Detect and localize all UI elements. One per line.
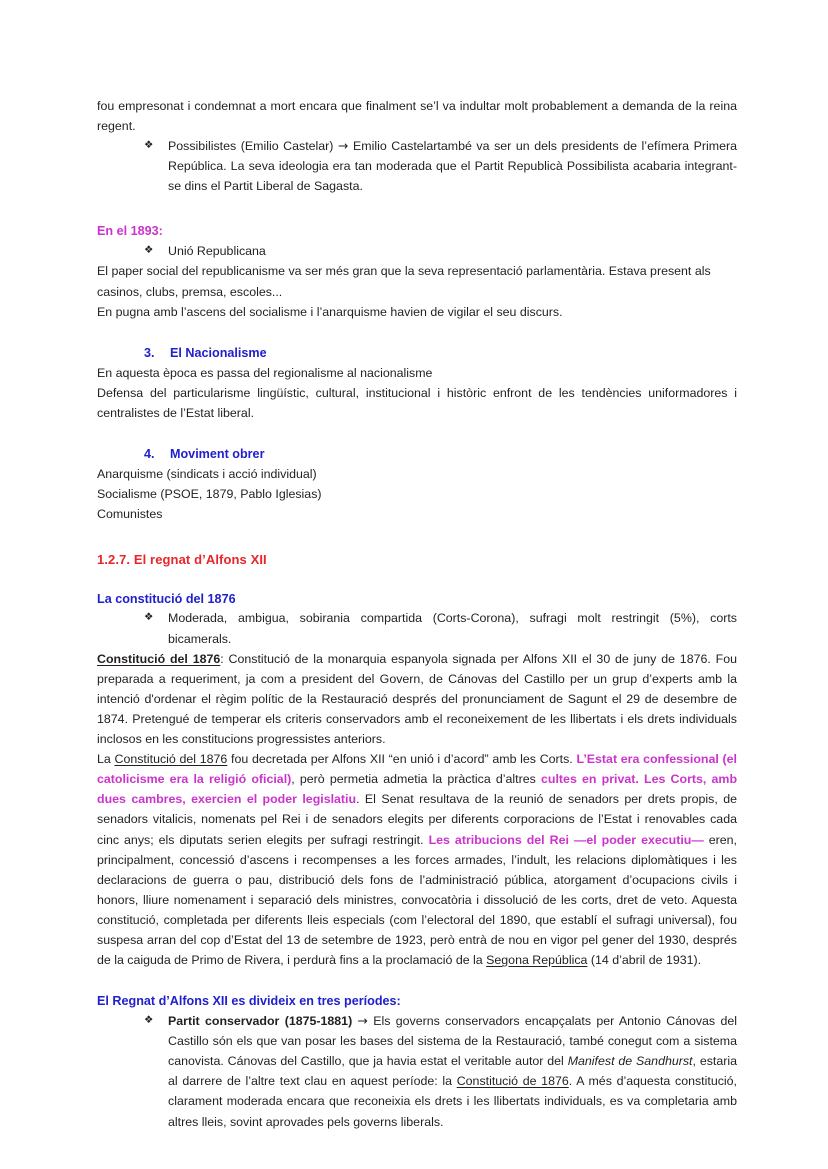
paragraph-nacionalisme-a: En aquesta època es passa del regionalisme al nacionalisme (97, 365, 433, 380)
decretada-s9: eren, principalment, concessió d’ascens i recompenses a les forces armades, l’indult, les relacions diplomàtiques i les declaracions de guerra o pau, distribució dels fons de l’administració pública, atorgament d’ocupacions civils i honors, lliure nomenament i separació dels ministres, convocatòria i dissolució de les corts, dret de veto. Aquesta constitució, completada per diferents lleis especials (com l’electoral del 1890, que establí el sufragi universal), fou suspesa arran del cop d’Estat del 13 de setembre de 1923, però entrà de nou en vigor pel gener del 1930, després de la caiguda de Primo de Rivera, i perdurà fins a la proclamació de la (97, 832, 737, 968)
intro-paragraph: fou empresonat i condemnat a mort encara que finalment se’l va indultar molt probablement a demanda de la reina regent. (97, 99, 737, 134)
bullet-diamond-icon: ❖ (144, 244, 154, 257)
list-item-moderada (97, 608, 737, 648)
document-body (97, 96, 737, 1132)
bullet-diamond-icon: ❖ (144, 611, 154, 624)
arrow-right-icon: → (357, 1013, 368, 1029)
paragraph-moviment-3: Comunistes (97, 506, 163, 521)
paragraph-nacionalisme-b: Defensa del particularisme lingüístic, cultural, institucional i històric enfront de les tendències uniformadores i centralistes de l’Estat liberal. (97, 385, 737, 420)
list-item-text: Moderada, ambigua, sobirania compartida (Corts-Corona), sufragi molt restringit (5%), corts bicamerals. (168, 611, 737, 646)
decretada-underline-1: Constitució del 1876 (114, 752, 228, 767)
constitucio-label: Constitució del 1876 (97, 651, 221, 666)
possibilistes-lead: Possibilistes (Emilio Castelar) (168, 139, 334, 154)
paragraph-1893-b: En pugna amb l’ascens del socialisme i l’anarquisme havien de vigilar el seu discurs. (97, 304, 563, 319)
list-item-text (168, 1011, 737, 1132)
arrow-right-icon: → (338, 138, 349, 154)
bullet-diamond-icon: ❖ (144, 1014, 154, 1027)
partit-conservador-t1: Els governs conservadors encapçalats per Antonio Cánovas del Castillo són els que van posar les bases del sistema de la Restauració, també conegut com a sistema canovista. Cánovas del Castillo, que ja havia estat el veritable autor del (168, 1014, 737, 1069)
list-item-text: Unió Republicana (168, 244, 266, 259)
manifest-sandhurst-italic: Manifest de Sandhurst (567, 1054, 693, 1069)
decretada-s3: fou decretada per Alfons XII “en unió i d’acord” amb les Corts. (227, 752, 577, 767)
heading-1-2-7: 1.2.7. El regnat d’Alfons XII (97, 552, 267, 568)
heading-la-constitucio-1876: La constitució del 1876 (97, 591, 236, 606)
bullet-diamond-icon: ❖ (144, 139, 154, 152)
paragraph-constitucio-decretada (97, 749, 737, 970)
highlight-atribucions-rei: Les atribucions del Rei —el poder executiu— (428, 832, 704, 847)
constitucio-body: Constitució de la monarquia espanyola signada per Alfons XII el 30 de juny de 1876. Fou preparada a requeriment, ja com a president del Govern, de Cánovas del Castillo per un grup d’experts amb la intenció d'ordenar el règim polític de la Restauració després del pronunciament de Sagunt el 29 de desembre de 1874. Pretengué de temperar els criteris conservadors amb el reconeixement de les llibertats i els drets individuals inclosos en les constitucions progressistes anteriors. (97, 651, 737, 747)
paragraph-moviment-1: Anarquisme (sindicats i acció individual) (97, 466, 317, 481)
list-item-unio-republicana (97, 241, 737, 261)
section-3-title: El Nacionalisme (170, 345, 267, 360)
section-4-title: Moviment obrer (170, 446, 265, 461)
highlight-cultes-corts: cultes en privat. Les Corts, amb dues cambres, exercien el poder legislatiu (97, 772, 738, 807)
decretada-s7: . El Senat resultava de la reunió de senadors per drets propis, de senadors vitalicis, nomenats pel Rei i de senadors elegits per diferents corporacions de l’Estat i renovables cada cinc anys; els diputats serien elegits per sufragi restringit. (97, 792, 738, 847)
section-4-number: 4. (144, 446, 155, 461)
partit-conservador-t5: . A més d’aquesta constitució, clarament moderada encara que reconeixia els drets i les llibertats individuals, es va completaria amb altres lleis, sovint aprovades pels governs liberals. (168, 1074, 737, 1129)
decretada-s5: , però permetia admetia la pràctica d’altres (291, 772, 542, 787)
heading-section-3 (144, 344, 737, 363)
heading-section-4 (144, 445, 737, 464)
paragraph-constitucio-definicio (97, 649, 737, 749)
possibilistes-rest: Emilio Castelartambé va ser un dels presidents de l’efímera Primera República. La seva ideologia era tan moderada que el Partit Republicà Possibilista acabaria integrant-se dins el Partit Liberal de Sagasta. (168, 139, 738, 194)
highlight-estat-confessional: L’Estat era confessional (el catolicisme era la religió oficial) (97, 752, 737, 787)
list-item-possibilistes (97, 136, 737, 196)
partit-conservador-lead: Partit conservador (1875-1881) (168, 1014, 353, 1029)
list-item-text (168, 136, 737, 196)
partit-conservador-t3: , estaria al darrere de l’altre text clau en aquest període: la (168, 1054, 738, 1089)
list-item-partit-conservador (97, 1011, 737, 1132)
decretada-s11: (14 d’abril de 1931). (587, 953, 702, 968)
heading-tres-periodes: El Regnat d’Alfons XII es divideix en tres períodes: (97, 994, 401, 1009)
heading-en-el-1893: En el 1893: (97, 224, 163, 239)
constitucio-1876-underline: Constitució de 1876 (456, 1074, 569, 1089)
constitucio-colon: : (220, 651, 224, 666)
decretada-underline-2: Segona República (486, 953, 588, 968)
paragraph-1893-a: El paper social del republicanisme va ser més gran que la seva representació parlamentària. Estava present als casinos, clubs, premsa, escoles... (97, 264, 711, 299)
decretada-s1: La (97, 752, 115, 767)
paragraph-moviment-2: Socialisme (PSOE, 1879, Pablo Iglesias) (97, 486, 322, 501)
section-3-number: 3. (144, 345, 155, 360)
